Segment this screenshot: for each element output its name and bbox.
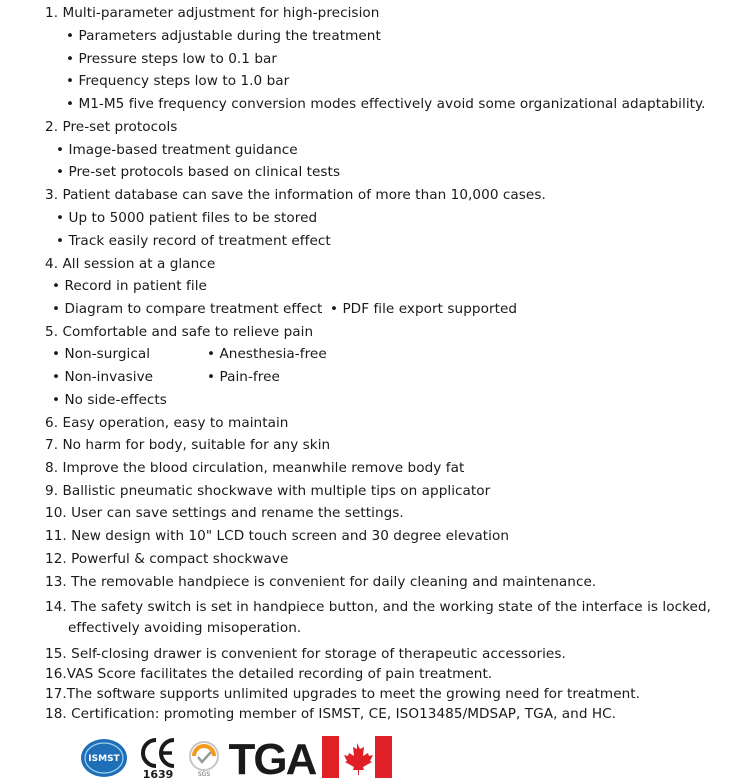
- tga-text: TGA: [228, 735, 316, 780]
- item-heading: 5. Comfortable and safe to relieve pain: [45, 324, 314, 340]
- ismst-text: ISMST: [88, 754, 120, 764]
- sgs-text: SGS: [197, 771, 211, 778]
- item-heading: 1. Multi-parameter adjustment for high-precision: [45, 5, 380, 21]
- bullet-item: • Pressure steps low to 0.1 bar: [66, 51, 278, 67]
- bullet-item: • No side-effects: [52, 392, 167, 408]
- item-heading: 9. Ballistic pneumatic shockwave with multiple tips on applicator: [45, 483, 491, 499]
- ce-number: 1639: [142, 768, 174, 780]
- tga-logo: [228, 734, 316, 780]
- item-heading: 3. Patient database can save the information of more than 10,000 cases.: [45, 187, 546, 203]
- item-heading: 10. User can save settings and rename the settings.: [45, 505, 404, 521]
- bullet-item: • PDF file export supported: [330, 301, 518, 317]
- item-heading: 13. The removable handpiece is convenient for daily cleaning and maintenance.: [45, 574, 597, 590]
- bullet-item: • Non-surgical: [52, 346, 151, 362]
- sgs-logo: [186, 740, 222, 778]
- item-heading: 12. Powerful & compact shockwave: [45, 551, 289, 567]
- item-heading: 2. Pre-set protocols: [45, 119, 178, 135]
- ismst-logo: [80, 738, 128, 778]
- item-heading: 4. All session at a glance: [45, 256, 216, 272]
- item-heading: 6. Easy operation, easy to maintain: [45, 415, 289, 431]
- bullet-item: • Non-invasive: [52, 369, 154, 385]
- bullet-item: • Parameters adjustable during the treatment: [66, 28, 381, 44]
- bullet-item: • Anesthesia-free: [207, 346, 327, 362]
- canada-flag-icon: [322, 736, 392, 778]
- certification-logos: [0, 730, 750, 784]
- bullet-item: • Pain-free: [207, 369, 280, 385]
- item-heading: 16.VAS Score facilitates the detailed recording of pain treatment.: [45, 666, 493, 682]
- item-heading: 7. No harm for body, suitable for any skin: [45, 437, 331, 453]
- bullet-item: • M1-M5 five frequency conversion modes effectively avoid some organizational adaptability.: [66, 96, 706, 112]
- item-heading: 17.The software supports unlimited upgrades to meet the growing need for treatment.: [45, 686, 641, 702]
- item-heading: 8. Improve the blood circulation, meanwhile remove body fat: [45, 460, 465, 476]
- item-heading: 14. The safety switch is set in handpiece button, and the working state of the interface is locked,: [45, 599, 712, 615]
- bullet-item: • Diagram to compare treatment effect: [52, 301, 323, 317]
- bullet-item: • Frequency steps low to 1.0 bar: [66, 73, 290, 89]
- ce-mark-logo: [140, 736, 176, 780]
- bullet-item: • Record in patient file: [52, 278, 207, 294]
- bullet-item: • Track easily record of treatment effect: [56, 233, 331, 249]
- bullet-item: • Pre-set protocols based on clinical tests: [56, 164, 341, 180]
- item-heading: 18. Certification: promoting member of ISMST, CE, ISO13485/MDSAP, TGA, and HC.: [45, 706, 617, 722]
- bullet-item: • Image-based treatment guidance: [56, 142, 298, 158]
- item-continuation: effectively avoiding misoperation.: [68, 620, 302, 636]
- item-heading: 15. Self-closing drawer is convenient for storage of therapeutic accessories.: [45, 646, 566, 662]
- bullet-item: • Up to 5000 patient files to be stored: [56, 210, 318, 226]
- item-heading: 11. New design with 10" LCD touch screen and 30 degree elevation: [45, 528, 509, 544]
